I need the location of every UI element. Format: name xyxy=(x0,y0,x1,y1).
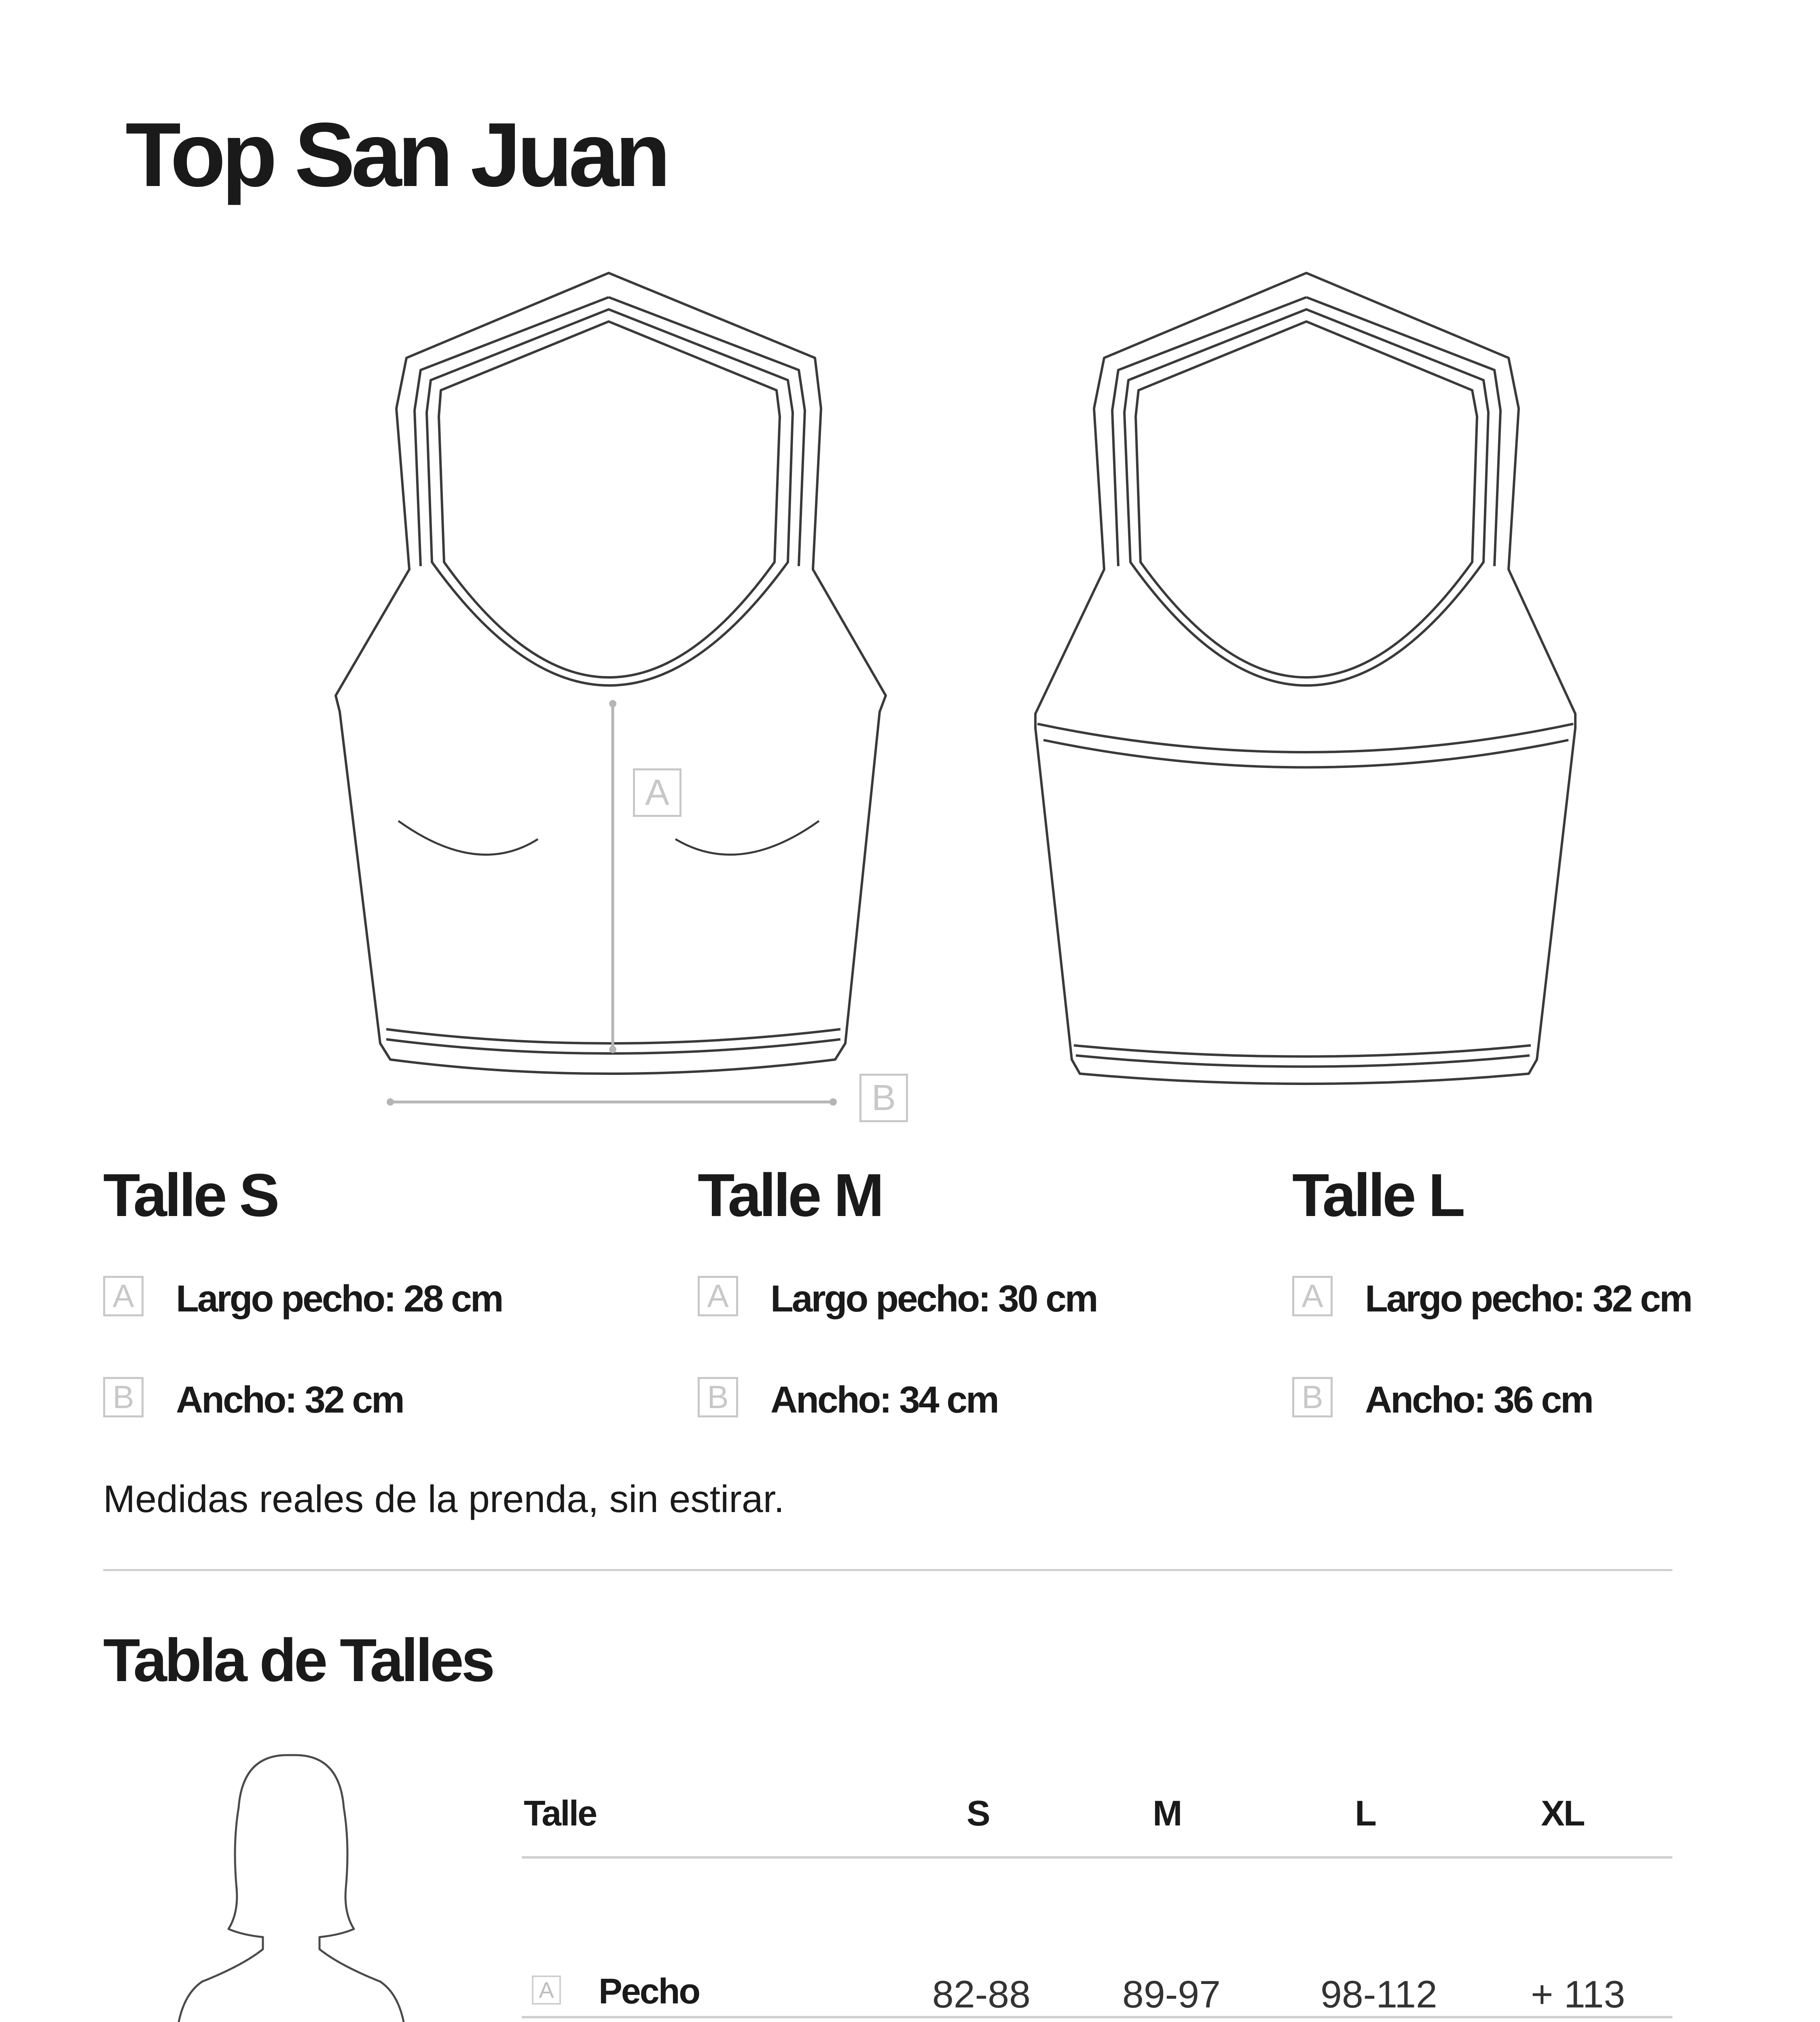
size-m-title: Talle M xyxy=(698,1161,882,1229)
row-pecho-badge: A xyxy=(532,1975,561,2005)
page-title: Top San Juan xyxy=(125,104,667,205)
header-l: L xyxy=(1355,1793,1376,1833)
size-s-badge-b: B xyxy=(103,1377,144,1417)
row-pecho-m: 89-97 xyxy=(1122,1973,1221,2016)
size-l-badge-b: B xyxy=(1292,1377,1333,1417)
header-divider xyxy=(522,1856,1672,1859)
size-l-title: Talle L xyxy=(1292,1161,1463,1229)
header-m: M xyxy=(1153,1793,1181,1833)
size-m-badge-b: B xyxy=(698,1377,738,1417)
size-s-badge-a: A xyxy=(103,1276,144,1316)
garment-note: Medidas reales de la prenda, sin estirar. xyxy=(103,1478,785,1521)
size-m-ancho: Ancho: 34 cm xyxy=(770,1379,998,1421)
size-l-largo: Largo pecho: 32 cm xyxy=(1365,1277,1691,1320)
body-silhouette xyxy=(121,1739,477,2022)
size-s-ancho: Ancho: 32 cm xyxy=(176,1379,403,1421)
size-chart-title: Tabla de Talles xyxy=(103,1626,493,1694)
size-m-badge-a: A xyxy=(698,1276,738,1316)
section-divider xyxy=(103,1569,1672,1571)
row-pecho-label: Pecho xyxy=(599,1971,700,2011)
diagram-label-b: B xyxy=(859,1074,908,1122)
header-s: S xyxy=(967,1793,989,1833)
row-pecho-s: 82-88 xyxy=(932,1973,1031,2016)
header-xl: XL xyxy=(1541,1793,1584,1833)
header-talle: Talle xyxy=(524,1793,597,1833)
size-l-ancho: Ancho: 36 cm xyxy=(1365,1379,1592,1421)
size-s-title: Talle S xyxy=(103,1161,277,1229)
size-l-badge-a: A xyxy=(1292,1276,1333,1316)
row-pecho-divider xyxy=(522,2016,1672,2018)
row-pecho-xl: + 113 xyxy=(1531,1973,1625,2016)
size-m-largo: Largo pecho: 30 cm xyxy=(770,1277,1097,1320)
size-s-largo: Largo pecho: 28 cm xyxy=(176,1277,502,1320)
row-pecho-l: 98-112 xyxy=(1321,1973,1437,2016)
diagram-label-a: A xyxy=(633,768,681,817)
